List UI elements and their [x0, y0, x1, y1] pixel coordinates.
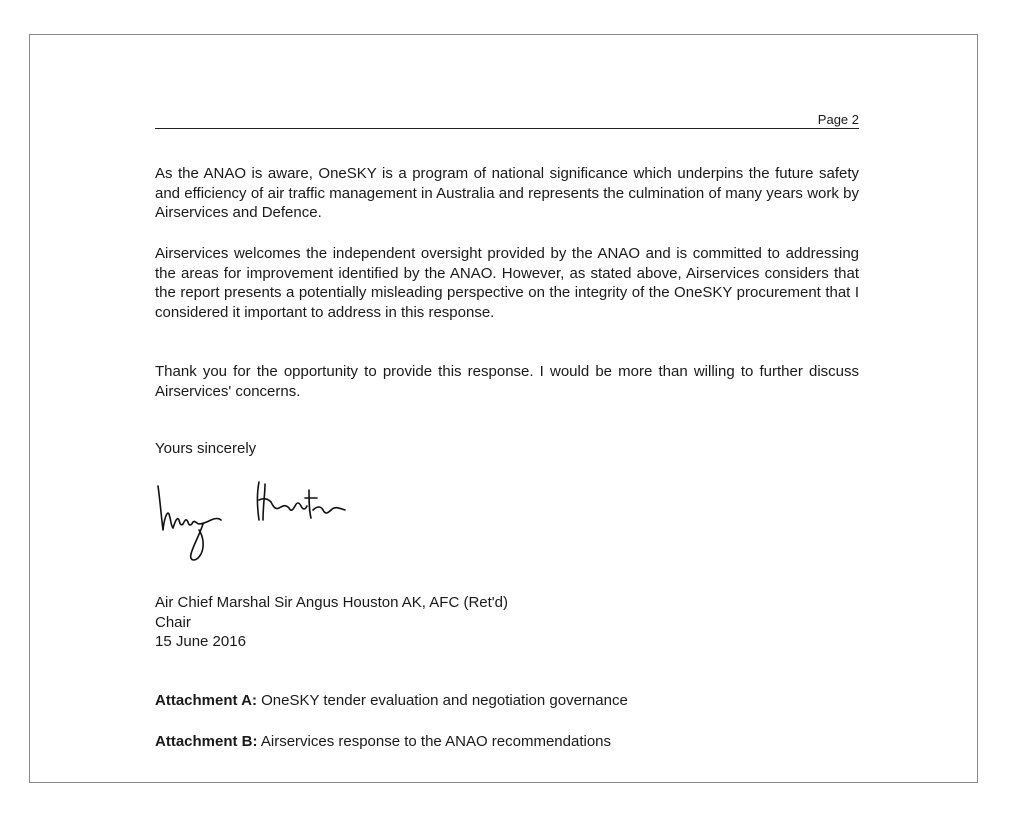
closing-salutation: Yours sincerely [155, 440, 257, 457]
attachment-b [155, 732, 611, 751]
attachment-a-label: Attachment A: [155, 692, 257, 709]
handwritten-signature [155, 480, 355, 570]
attachment-b-text: Airservices response to the ANAO recommendations [257, 733, 612, 750]
signature-block [155, 593, 508, 652]
attachment-a [155, 691, 628, 710]
paragraph-2: Airservices welcomes the independent oversight provided by the ANAO and is committed to addressing the areas for improvement identified by the ANAO. However, as stated above, Airservices considers that the report presents a potentially misleading perspective on the integrity of the OneSKY procurement that I considered it important to address in this response. [155, 245, 859, 321]
letter-date: 15 June 2016 [155, 633, 246, 650]
paragraph-3: Thank you for the opportunity to provide this response. I would be more than willing to further discuss Airservices' concerns. [155, 363, 859, 400]
page-number: Page 2 [817, 112, 859, 127]
document-page [29, 34, 978, 783]
signatory-name: Air Chief Marshal Sir Angus Houston AK, AFC (Ret'd) [155, 594, 509, 611]
attachment-b-label: Attachment B: [155, 733, 258, 750]
page-header [155, 110, 859, 129]
attachment-a-text: OneSKY tender evaluation and negotiation governance [256, 692, 628, 709]
signatory-title: Chair [155, 613, 191, 631]
paragraph-1: As the ANAO is aware, OneSKY is a program of national significance which underpins the future safety and efficiency of air traffic management in Australia and represents the culmination of many years work by Airservices and Defence. [155, 165, 859, 222]
